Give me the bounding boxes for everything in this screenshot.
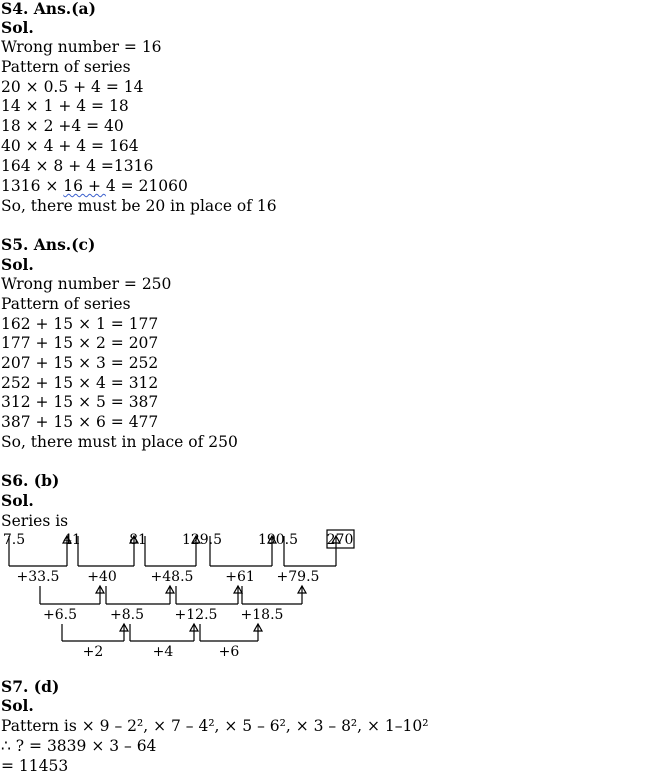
s5-step-1: 162 + 15 × 1 = 177	[1, 315, 159, 333]
series-term: 41	[63, 532, 81, 548]
spellcheck-marked-text: 16 +	[63, 177, 106, 195]
s5-step-6: 387 + 15 × 6 = 477	[1, 413, 159, 431]
s4-step-4: 40 × 4 + 4 = 164	[1, 137, 139, 155]
s4-step-2: 14 × 1 + 4 = 18	[1, 97, 129, 115]
second-difference: +6.5	[43, 607, 77, 623]
series-term: 129.5	[181, 532, 223, 548]
s7-heading: S7. (d)	[1, 677, 60, 696]
s4-sol: Sol.	[1, 18, 34, 37]
s6-series-label: Series is	[1, 512, 69, 530]
s4-step-3: 18 × 2 +4 = 40	[1, 117, 124, 135]
s7-sol: Sol.	[1, 696, 34, 715]
s5-sol: Sol.	[1, 255, 34, 274]
second-difference: +18.5	[240, 607, 284, 623]
s4-wrong-number: Wrong number = 16	[1, 38, 162, 56]
first-difference: +61	[225, 569, 255, 585]
s5-heading: S5. Ans.(c)	[1, 235, 96, 254]
s4-step-1: 20 × 0.5 + 4 = 14	[1, 78, 144, 96]
s5-conclusion: So, there must in place of 250	[1, 433, 238, 451]
series-term-answer: 270	[326, 532, 354, 548]
first-difference: +48.5	[150, 569, 194, 585]
s5-step-3: 207 + 15 × 3 = 252	[1, 354, 159, 372]
s5-step-2: 177 + 15 × 2 = 207	[1, 334, 159, 352]
s5-wrong-number: Wrong number = 250	[1, 275, 172, 293]
s5-step-5: 312 + 15 × 5 = 387	[1, 393, 159, 411]
series-term: 7.5	[2, 532, 26, 548]
series-term: 190.5	[257, 532, 299, 548]
s4-step-5: 164 × 8 + 4 =1316	[1, 157, 154, 175]
second-difference: +8.5	[110, 607, 144, 623]
second-difference: +12.5	[174, 607, 218, 623]
s6-sol: Sol.	[1, 491, 34, 510]
s4-step-6-post: 4 = 21060	[105, 177, 188, 195]
s7-result: = 11453	[1, 757, 69, 775]
third-difference: +2	[82, 644, 104, 660]
s4-step-6-pre: 1316 ×	[1, 177, 64, 195]
s7-pattern: Pattern is × 9 – 2², × 7 – 4², × 5 – 6², × 3 – 8², × 1–10²	[1, 717, 429, 735]
s5-pattern-label: Pattern of series	[1, 295, 131, 313]
s4-heading: S4. Ans.(a)	[1, 0, 96, 18]
first-difference: +79.5	[276, 569, 320, 585]
s4-conclusion: So, there must be 20 in place of 16	[1, 197, 277, 215]
series-term: 81	[129, 532, 147, 548]
s6-heading: S6. (b)	[1, 471, 60, 490]
first-difference: +40	[87, 569, 117, 585]
s7-step-1: ∴ ? = 3839 × 3 – 64	[1, 737, 157, 755]
third-difference: +6	[218, 644, 240, 660]
first-difference: +33.5	[16, 569, 60, 585]
s4-pattern-label: Pattern of series	[1, 58, 131, 76]
s5-step-4: 252 + 15 × 4 = 312	[1, 374, 159, 392]
third-difference: +4	[152, 644, 174, 660]
